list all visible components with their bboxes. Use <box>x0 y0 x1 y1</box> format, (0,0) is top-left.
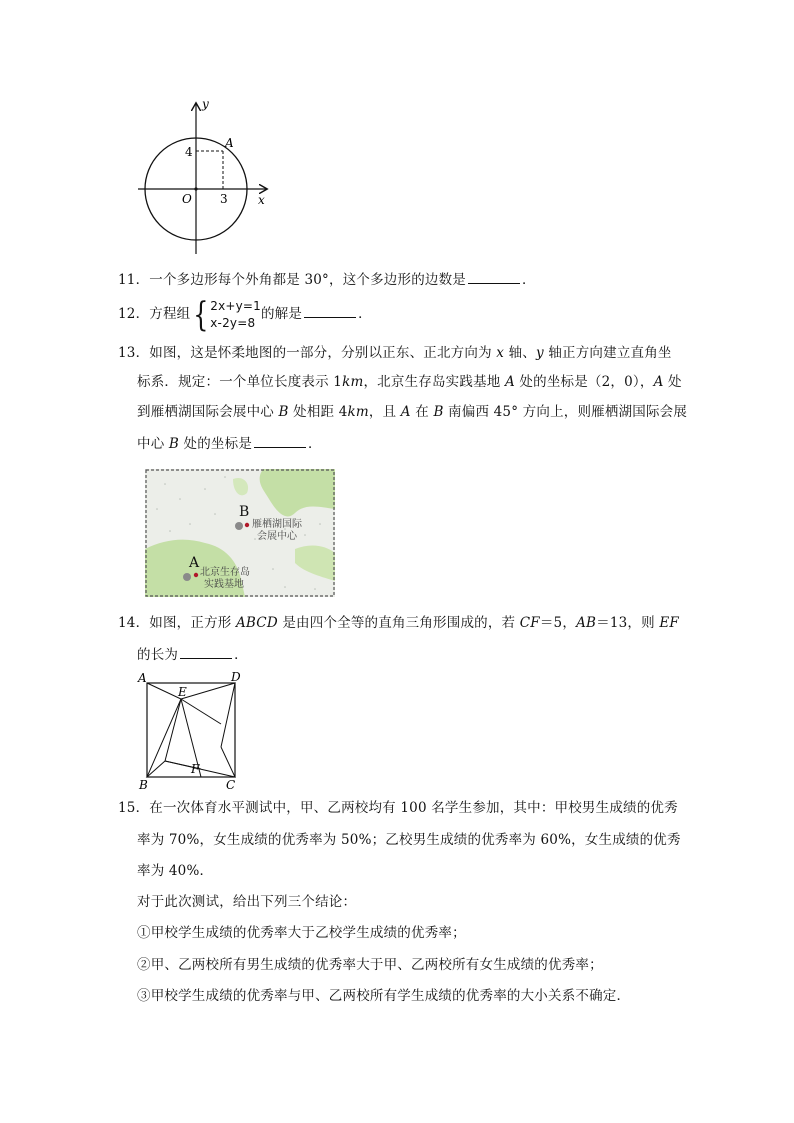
map-point-a-icon <box>183 573 191 581</box>
question-15-line-1 <box>118 798 678 818</box>
map-label-b-line1: 雁栖湖国际 <box>252 519 302 530</box>
q11-text: 一个多边形每个外角都是 30°，这个多边形的边数是 <box>149 272 466 288</box>
map-label-a-line2: 实践基地 <box>204 579 244 590</box>
var-b: B <box>278 404 289 420</box>
equation-1: 2x+y=1 <box>210 298 262 313</box>
conclusion-3 <box>137 986 630 1006</box>
triangle-lines <box>147 683 181 777</box>
q14-answer-blank[interactable] <box>180 645 232 659</box>
origin-dot <box>194 187 197 190</box>
question-14-line-1 <box>118 613 679 633</box>
brace-symbol: { <box>193 294 209 335</box>
question-13-line-1 <box>118 343 672 363</box>
q15-number: 15． <box>118 800 150 816</box>
var-b: B <box>433 404 444 420</box>
q13-text: 处的坐标是（2，0）， <box>514 374 654 390</box>
q12-text-after: 的解是 <box>261 306 303 322</box>
question-15-line-3 <box>137 861 213 881</box>
label-b: B <box>139 778 148 791</box>
q12-text: 方程组 <box>149 306 191 322</box>
var-ab: AB <box>576 615 597 631</box>
question-15-line-2 <box>137 830 681 850</box>
var-a: A <box>504 374 515 390</box>
var-ef: EF <box>659 615 679 631</box>
conclusion-2-text: ②甲、乙两校所有男生成绩的优秀率大于甲、乙两校所有女生成绩的优秀率； <box>137 957 603 973</box>
label-c: C <box>226 778 236 791</box>
q13-text: ，且 <box>368 404 401 420</box>
var-a: A <box>400 404 411 420</box>
equation-system <box>210 298 261 332</box>
label-a: A <box>138 671 147 685</box>
huairou-map-image <box>145 469 335 597</box>
var-abcd: ABCD <box>235 615 278 631</box>
map-point-a-letter: A <box>189 555 200 571</box>
point-a-label: A <box>225 136 234 150</box>
q13-text: 轴正方向建立直角坐 <box>543 345 672 361</box>
square-triangles-figure <box>135 669 247 791</box>
question-13-line-4 <box>137 434 322 454</box>
q11-number: 11． <box>118 272 150 288</box>
q15-text: 率为 70%，女生成绩的优秀率为 50%；乙校男生成绩的优秀率为 60%，女生成绩的优秀 <box>137 832 681 848</box>
var-cf: CF <box>519 615 540 631</box>
q11-period: ． <box>522 272 536 288</box>
q12-answer-blank[interactable] <box>304 304 356 318</box>
q15-text: 率为 40%． <box>137 863 214 879</box>
var-x: x <box>496 345 505 361</box>
q13-text: 如图，这是怀柔地图的一部分，分别以正东、正北方向为 <box>149 345 497 361</box>
conclusion-3-text: ③甲校学生成绩的优秀率与甲、乙两校所有学生成绩的优秀率的大小关系不确定． <box>137 988 631 1004</box>
q13-period: ． <box>308 436 322 452</box>
q11-answer-blank[interactable] <box>468 270 520 284</box>
label-d: D <box>231 670 241 684</box>
question-13-line-3 <box>137 402 687 422</box>
var-y: y <box>536 345 544 361</box>
label-e: E <box>178 685 187 699</box>
q13-text: 处 <box>663 374 682 390</box>
q14-number: 14． <box>118 615 150 631</box>
origin-label: O <box>182 192 192 206</box>
circle-coordinate-figure <box>130 94 280 258</box>
q13-text: 处相距 4 <box>288 404 348 420</box>
var-a: A <box>653 374 664 390</box>
y-axis-label: y <box>202 97 209 111</box>
q13-text: 标系．规定：一个单位长度表示 1 <box>137 374 343 390</box>
q14-text: 如图，正方形 <box>149 615 236 631</box>
q13-text: 中心 <box>137 436 169 452</box>
equation-2: x-2y=8 <box>210 315 256 330</box>
map-point-b-letter: B <box>239 504 250 520</box>
question-12 <box>118 294 372 335</box>
unit-km: km <box>342 374 364 390</box>
q13-text: ，北京生存岛实践基地 <box>363 374 505 390</box>
conclusion-1 <box>137 923 466 943</box>
q13-text: 在 <box>410 404 434 420</box>
map-point-b-dot <box>245 523 249 527</box>
map-label-b-line2: 会展中心 <box>257 531 297 542</box>
q13-text: 南偏西 45° 方向上，则雁栖湖国际会展 <box>443 404 688 420</box>
conclusion-1-text: ①甲校学生成绩的优秀率大于乙校学生成绩的优秀率； <box>137 925 466 941</box>
tick-y-4: 4 <box>185 145 193 159</box>
q14-text: ＝13，则 <box>596 615 660 631</box>
question-15-line-4 <box>137 892 356 912</box>
q12-period: ． <box>358 306 372 322</box>
inner-line <box>181 699 221 724</box>
map-point-a-dot <box>194 573 198 577</box>
q15-text: 对于此次测试，给出下列三个结论： <box>137 894 357 910</box>
q14-text: 的长为 <box>137 647 179 663</box>
unit-km: km <box>347 404 369 420</box>
triangle-lines <box>181 683 235 747</box>
q13-text: 处的坐标是 <box>179 436 253 452</box>
q14-text: 是由四个全等的直角三角形围成的，若 <box>277 615 520 631</box>
conclusion-2 <box>137 955 603 975</box>
q14-period: ． <box>234 647 248 663</box>
map-point-b-icon <box>235 522 243 530</box>
q12-number: 12． <box>118 306 150 322</box>
tick-x-3: 3 <box>220 192 228 206</box>
map-label-a-line1: 北京生存岛 <box>200 567 250 578</box>
q13-answer-blank[interactable] <box>254 434 306 448</box>
q13-number: 13． <box>118 345 150 361</box>
question-11 <box>118 270 536 290</box>
question-13-line-2 <box>137 372 682 392</box>
q13-text: 轴、 <box>504 345 537 361</box>
x-axis-label: x <box>258 193 265 207</box>
question-14-line-2 <box>137 645 248 665</box>
label-f: F <box>191 762 200 776</box>
q15-text: 在一次体育水平测试中，甲、乙两校均有 100 名学生参加，其中：甲校男生成绩的优秀 <box>149 800 678 816</box>
q14-text: ＝5， <box>539 615 577 631</box>
q13-text: 到雁栖湖国际会展中心 <box>137 404 279 420</box>
var-b: B <box>168 436 180 452</box>
